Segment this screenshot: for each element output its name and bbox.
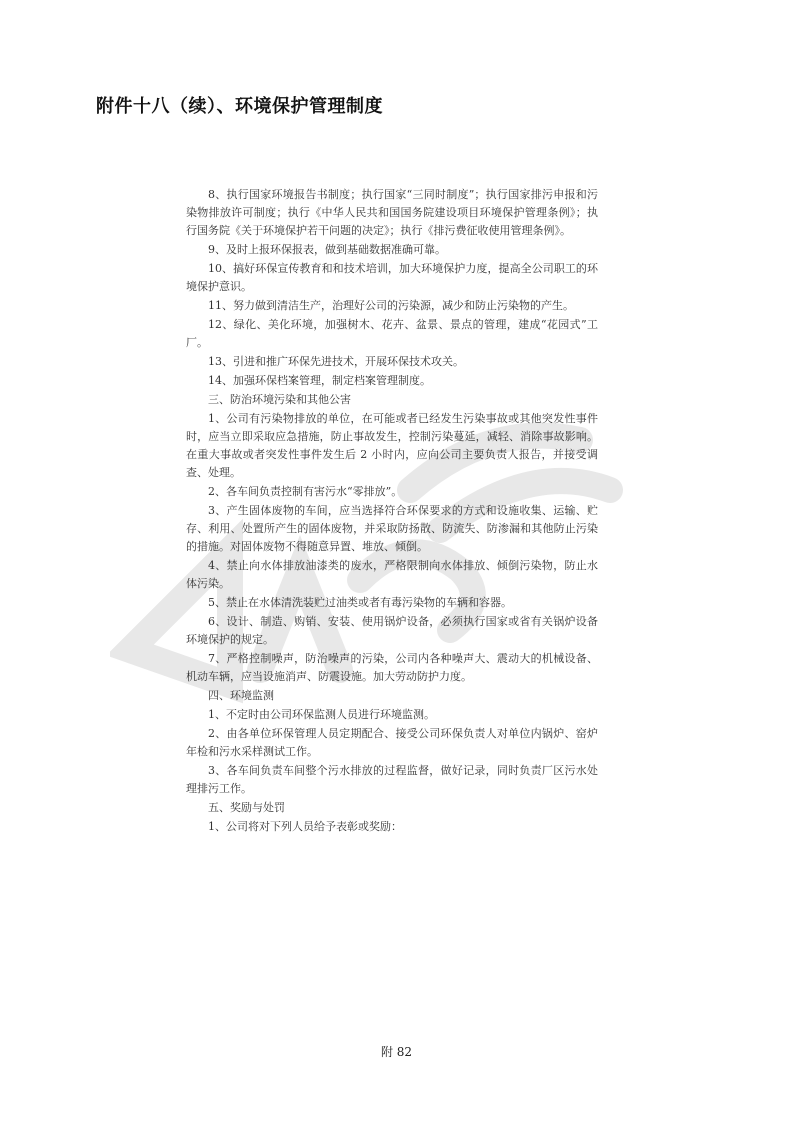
paragraph: 13、引进和推广环保先进技术，开展环保技术攻关。 [208, 355, 464, 368]
paragraph: 4、禁止向水体排放油漆类的废水，严格限制向水体排放、倾倒污染物，防止水体污染。 [186, 559, 598, 590]
page-number: 附 82 [380, 1045, 413, 1059]
paragraph: 10、搞好环保宣传教育和和技术培训，加大环境保护力度，提高全公司职工的环境保护意识。 [186, 262, 598, 293]
page-title: 附件十八（续）、环境保护管理制度 [96, 96, 383, 117]
paragraph: 5、禁止在水体清洗装贮过油类或者有毒污染物的车辆和容器。 [208, 596, 512, 609]
paragraph: 12、绿化、美化环境，加强树木、花卉、盆景、景点的管理，建成“花园式”工厂。 [186, 318, 598, 349]
paragraph: 1、不定时由公司环保监测人员进行环境监测。 [208, 708, 435, 721]
paragraph: 1、公司有污染物排放的单位，在可能或者已经发生污染事故或其他突发性事件时，应当立即采取应急措施，防止事故发生，控制污染蔓延，减轻、消除事故影响。在重大事故或者突发性事件发生后 2 小时内，应向公司主要负责人报告，并接受调查、处理。 [186, 412, 598, 479]
document-body [186, 186, 598, 837]
paragraph: 11、努力做到清洁生产，治理好公司的污染源，减少和防止污染物的产生。 [208, 299, 574, 312]
paragraph: 9、及时上报环保报表，做到基础数据准确可靠。 [208, 243, 446, 256]
paragraph: 7、严格控制噪声，防治噪声的污染，公司内各种噪声大、震动大的机械设备、机动车辆，应当设施消声、防震设施。加大劳动防护力度。 [186, 652, 598, 683]
section-heading: 四、环境监测 [208, 689, 274, 702]
paragraph: 1、公司将对下列人员给予表彰或奖励： [208, 820, 402, 833]
paragraph: 6、设计、制造、购销、安装、使用锅炉设备，必须执行国家或省有关锅炉设备环境保护的规定。 [186, 615, 598, 646]
section-heading: 五、奖励与处罚 [208, 801, 285, 814]
paragraph: 3、产生固体废物的车间，应当选择符合环保要求的方式和设施收集、运输、贮存、利用、处置所产生的固体废物，并采取防扬散、防流失、防渗漏和其他防止污染的措施。对固体废物不得随意异置、堆放、倾倒。 [186, 504, 598, 553]
section-heading: 三、防治环境污染和其他公害 [208, 393, 351, 406]
paragraph: 14、加强环保档案管理，制定档案管理制度。 [208, 374, 431, 387]
paragraph: 3、各车间负责车间整个污水排放的过程监督，做好记录，同时负责厂区污水处理排污工作。 [186, 764, 598, 795]
paragraph: 8、执行国家环境报告书制度；执行国家“三同时制度”；执行国家排污申报和污染物排放许可制度；执行《中华人民共和国国务院建设项目环境保护管理条例》；执行国务院《关于环境保护若干问题的决定》；执行《排污费征收使用管理条例》。 [186, 188, 598, 237]
paragraph: 2、由各单位环保管理人员定期配合、接受公司环保负责人对单位内锅炉、窑炉年检和污水采样测试工作。 [186, 727, 598, 758]
paragraph: 2、各车间负责控制有害污水“零排放”。 [208, 485, 403, 498]
